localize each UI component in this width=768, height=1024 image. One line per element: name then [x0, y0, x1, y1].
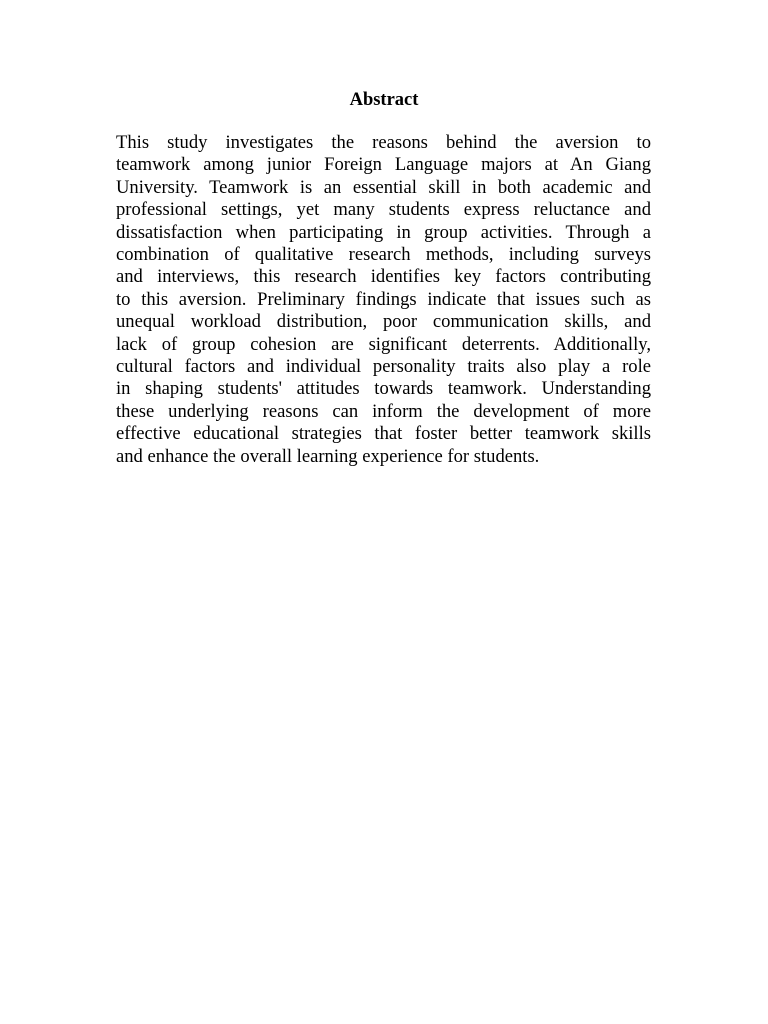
- abstract-line: This study investigates the reasons behind the aversion to: [116, 132, 651, 153]
- abstract-line: and interviews, this research identifies key factors contributing: [116, 266, 651, 288]
- abstract-line: and enhance the overall learning experience for students.: [116, 445, 540, 467]
- abstract-line: teamwork among junior Foreign Language majors at An Giang: [116, 154, 651, 176]
- abstract-line: unequal workload distribution, poor communication skills, and: [116, 311, 651, 333]
- abstract-line: lack of group cohesion are significant deterrents. Additionally,: [116, 333, 651, 355]
- abstract-line: in shaping students' attitudes towards teamwork. Understanding: [116, 378, 651, 400]
- abstract-heading: Abstract: [349, 90, 419, 110]
- abstract-line: University. Teamwork is an essential skill in both academic and: [116, 176, 651, 198]
- abstract-line: to this aversion. Preliminary findings indicate that issues such as: [116, 288, 651, 310]
- abstract-line: dissatisfaction when participating in group activities. Through a: [116, 221, 651, 243]
- abstract-line: professional settings, yet many students express reluctance and: [116, 199, 651, 221]
- abstract-line: effective educational strategies that foster better teamwork skills: [116, 423, 651, 445]
- abstract-paragraph: [116, 132, 651, 468]
- abstract-line: these underlying reasons can inform the development of more: [116, 400, 651, 422]
- abstract-line: combination of qualitative research methods, including surveys: [116, 244, 651, 266]
- abstract-line: cultural factors and individual personality traits also play a role: [116, 356, 651, 378]
